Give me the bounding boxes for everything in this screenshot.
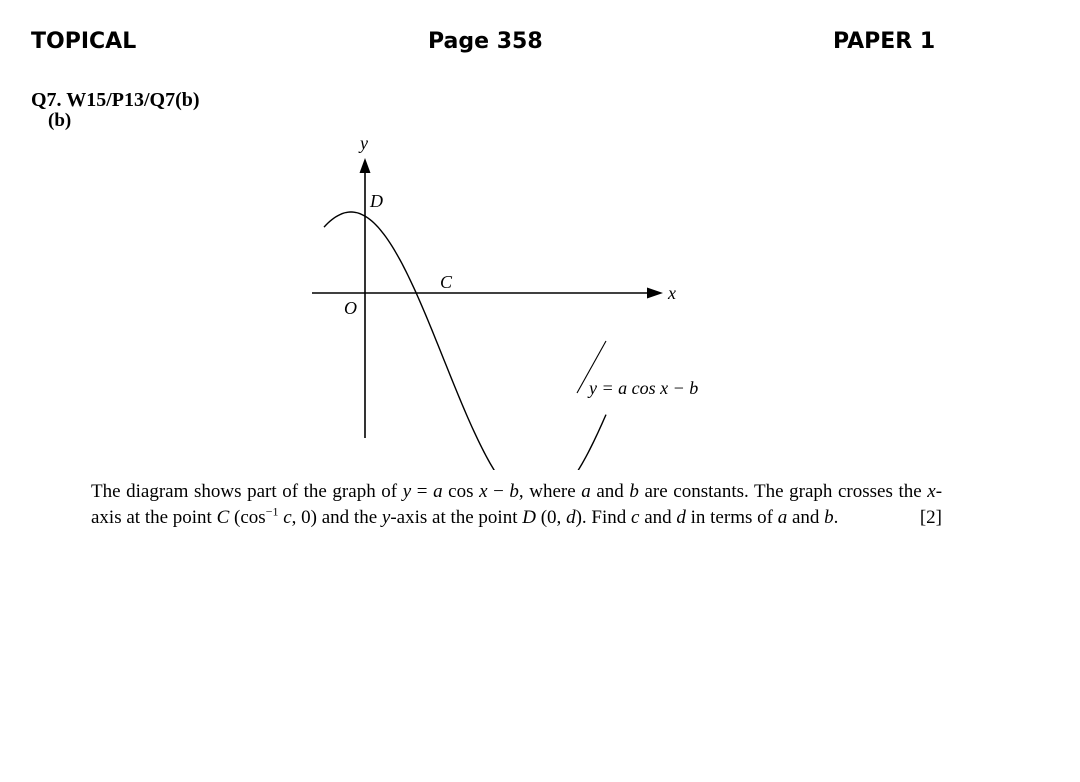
question-part-label: (b)	[48, 110, 72, 131]
x-axis-arrow-icon	[647, 288, 663, 299]
header-paper: PAPER 1	[833, 29, 936, 54]
question-text: The diagram shows part of the graph of y = a cos x − b, where a and b are constants. The graph crosses the x-axis at the point C ($\cos^{-1}$ c, 0) and the y-axis at the point D (0, d). Find c and d in terms of a and b. [2]	[91, 479, 942, 531]
y-axis-label: y	[360, 133, 368, 153]
curve-equation-label: y = a cos x − b	[589, 378, 699, 398]
cosine-curve	[324, 212, 606, 470]
x-axis-label: x	[668, 283, 676, 303]
marks-label: [2]	[919, 507, 942, 528]
header-page-number: Page 358	[428, 29, 543, 54]
y-axis-arrow-icon	[360, 158, 371, 173]
question-reference: Q7. W15/P13/Q7(b)	[31, 89, 200, 111]
point-c-label: C	[440, 272, 453, 292]
point-d-label: D	[370, 191, 383, 211]
origin-label: O	[344, 298, 357, 318]
header-topical: TOPICAL	[31, 29, 137, 54]
